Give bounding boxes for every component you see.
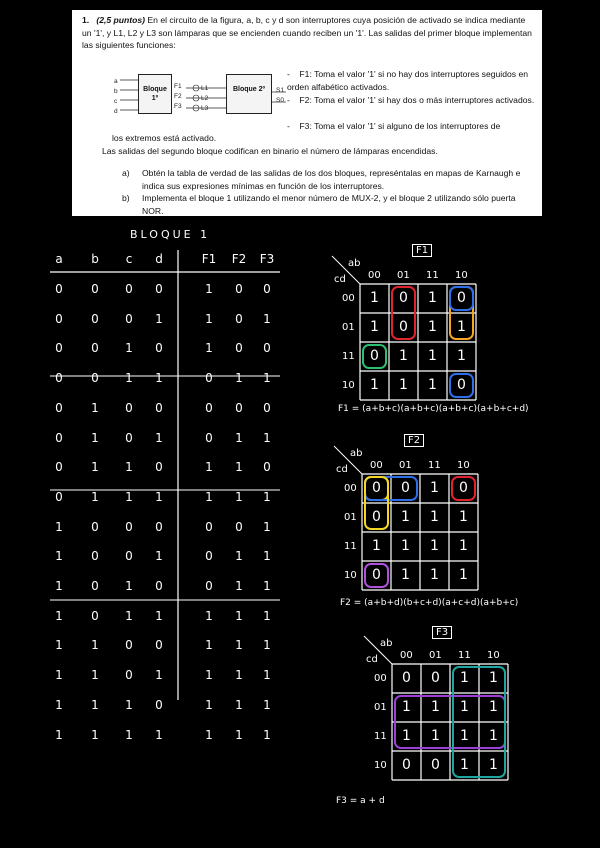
kmap-column-header: 01 — [399, 460, 412, 471]
truth-table-cell: 1 — [155, 549, 163, 564]
kmap-cell: 0 — [399, 319, 408, 335]
truth-table-cell: 1 — [55, 638, 63, 653]
kmap-cell: 1 — [431, 728, 440, 744]
truth-table-cell: 1 — [125, 608, 133, 623]
truth-table-cell: 1 — [91, 400, 99, 415]
kmap-cell: 1 — [489, 699, 498, 715]
truth-table-cell: 1 — [205, 282, 213, 296]
kmap-cell: 1 — [399, 377, 408, 393]
kmap-cell: 1 — [430, 509, 439, 525]
item-a-text: Obtén la tabla de verdad de las salidas de los dos bloques, represéntalas en mapas de Karnaugh e indica sus expresiones mínimas en función de los interruptores. — [142, 168, 521, 191]
lamp-l3: L3 — [201, 105, 209, 112]
kmap-row-header: 01 — [374, 702, 387, 713]
kmap-cell: 1 — [370, 319, 379, 335]
kmap-cell: 1 — [428, 348, 437, 364]
kmap-row-variable: cd — [366, 654, 378, 665]
kmap-cell: 1 — [489, 670, 498, 686]
truth-table-cell: 1 — [125, 579, 133, 593]
truth-table-cell: 1 — [205, 341, 213, 356]
truth-table-cell: 1 — [235, 549, 243, 564]
truth-table-cell: 1 — [263, 697, 271, 712]
truth-table-cell: 0 — [235, 519, 243, 534]
block1-output-f3: F3 — [174, 103, 182, 110]
kmap-cell: 0 — [399, 290, 408, 306]
kmap-cell: 0 — [431, 757, 440, 773]
item-b-label: b) — [122, 193, 130, 203]
truth-table-cell: 1 — [235, 697, 243, 712]
kmap-column-header: 10 — [457, 460, 470, 471]
truth-table-cell: 0 — [91, 341, 99, 356]
truth-table-cell: 1 — [155, 668, 163, 683]
kmap-column-header: 01 — [429, 650, 442, 661]
truth-table-header: a — [55, 252, 63, 266]
kmap-group-loop — [365, 477, 388, 500]
kmap-cell: 1 — [460, 757, 469, 773]
kmap-cell: 0 — [372, 480, 381, 496]
truth-table-cell: 1 — [155, 727, 163, 742]
kmap-cell: 1 — [489, 757, 498, 773]
kmap-cell: 1 — [402, 728, 411, 744]
truth-table-cell: 0 — [55, 489, 63, 504]
truth-table-cell: 0 — [155, 400, 163, 415]
truth-table-cell: 1 — [263, 371, 271, 386]
kmap-cell: 1 — [431, 699, 440, 715]
kmap-cell: 1 — [428, 290, 437, 306]
kmap-cell: 1 — [459, 538, 468, 554]
lamp-l1: L1 — [201, 85, 209, 92]
truth-table-cell: 1 — [91, 460, 99, 475]
truth-table-cell: 1 — [91, 638, 99, 653]
truth-table-header: b — [91, 252, 99, 266]
kmap-cell: 0 — [402, 757, 411, 773]
kmap-column-header: 00 — [368, 270, 381, 281]
truth-table-cell: 0 — [263, 400, 271, 415]
truth-table-cell: 0 — [55, 430, 63, 445]
truth-table-cell: 0 — [235, 341, 243, 356]
input-d: d — [114, 108, 118, 115]
truth-table-cell: 1 — [263, 489, 271, 504]
function-f1-text: F1: Toma el valor '1' si no hay dos interruptores seguidos en orden alfabético activados. — [287, 69, 529, 92]
kmap-column-header: 00 — [400, 650, 413, 661]
kmap-row-header: 11 — [374, 731, 387, 742]
truth-table-cell: 0 — [155, 341, 163, 356]
truth-table-cell: 1 — [263, 549, 271, 564]
truth-table-cell: 0 — [205, 579, 213, 593]
truth-table-cell: 0 — [205, 400, 213, 415]
kmap-cell: 0 — [372, 567, 381, 583]
truth-table-cell: 1 — [235, 638, 243, 653]
kmap-column-variable: ab — [348, 258, 361, 269]
truth-table-cell: 1 — [91, 489, 99, 504]
kmap-column-header: 11 — [458, 650, 471, 661]
kmap-expression: F2 = (a+b+d)(b+c+d)(a+c+d)(a+b+c) — [340, 598, 519, 608]
kmap-cell: 1 — [430, 480, 439, 496]
lamp-l2: L2 — [201, 95, 209, 102]
truth-table-cell: 1 — [235, 608, 243, 623]
kmap-corner-slash — [334, 446, 362, 474]
truth-table-cell: 1 — [55, 519, 63, 534]
kmap-cell: 1 — [489, 728, 498, 744]
kmap-cell: 0 — [431, 670, 440, 686]
kmap-cell: 1 — [457, 319, 466, 335]
truth-table-cell: 0 — [55, 341, 63, 356]
problem-number: 1. — [82, 15, 90, 25]
kmap-title: F2 — [404, 434, 424, 447]
truth-table-cell: 1 — [205, 697, 213, 712]
kmap-group-loop — [365, 564, 388, 587]
truth-table-cell: 0 — [91, 371, 99, 386]
block1-output-f2: F2 — [174, 93, 182, 100]
truth-table-cell: 1 — [55, 727, 63, 742]
kmap-cell: 1 — [372, 538, 381, 554]
truth-table-cell: 1 — [205, 668, 213, 683]
truth-table-cell: 0 — [91, 549, 99, 564]
function-f2: - F2: Toma el valor '1' si hay dos o más interruptores activados. — [287, 95, 535, 105]
kmap-cell: 0 — [457, 290, 466, 306]
kmap-cell: 1 — [428, 377, 437, 393]
kmap-row-header: 10 — [374, 760, 387, 771]
truth-table-cell: 1 — [263, 727, 271, 742]
truth-table-cell: 0 — [55, 460, 63, 475]
kmap-cell: 1 — [401, 567, 410, 583]
problem-intro: En el circuito de la figura, a, b, c y d son interruptores cuya posición de activado se indica mediante un '1', y L1, L2 y L3 son lámparas que se encienden cuando reciben un '1'. Las salidas del primer bloque implementan las siguientes funciones: — [82, 15, 532, 51]
truth-table-header: c — [125, 252, 133, 266]
truth-table-cell: 1 — [205, 460, 213, 475]
function-f3: - F3: Toma el valor '1' si alguno de los interruptores de — [287, 121, 501, 131]
truth-table-cell: 0 — [205, 430, 213, 445]
kmap-cell: 1 — [370, 377, 379, 393]
kmap-expression: F3 = a + d — [336, 796, 385, 806]
truth-table-cell: 1 — [125, 727, 133, 742]
kmap-cell: 1 — [430, 538, 439, 554]
truth-table-cell: 0 — [91, 311, 99, 326]
truth-table-cell: 0 — [55, 282, 63, 296]
truth-table-cell: 1 — [91, 727, 99, 742]
block-1: Bloque 1º — [138, 74, 172, 114]
kmap-column-header: 10 — [455, 270, 468, 281]
item-b-text: Implementa el bloque 1 utilizando el menor número de MUX-2, y el bloque 2 utilizando sólo puerta NOR. — [142, 193, 516, 216]
kmap-row-header: 11 — [344, 541, 357, 552]
truth-table-cell: 1 — [205, 311, 213, 326]
truth-table-cell: 1 — [235, 460, 243, 475]
truth-table-cell: 0 — [125, 311, 133, 326]
kmap-group-loop — [452, 477, 475, 500]
truth-table-title: BLOQUE 1 — [130, 228, 211, 241]
truth-table-cell: 1 — [263, 608, 271, 623]
kmap-title: F1 — [412, 244, 432, 257]
truth-table-cell: 1 — [55, 697, 63, 712]
truth-table-cell: 0 — [235, 400, 243, 415]
truth-table-cell: 1 — [155, 371, 163, 386]
function-f3-text: F3: Toma el valor '1' si alguno de los interruptores de — [299, 121, 501, 131]
kmap-column-header: 11 — [428, 460, 441, 471]
function-f1: - F1: Toma el valor '1' si no hay dos interruptores seguidos en orden alfabético activados. — [287, 69, 529, 92]
truth-table-header: F1 — [201, 252, 217, 266]
kmap-cell: 1 — [457, 348, 466, 364]
truth-table-cell: 0 — [155, 282, 163, 296]
kmap-cell: 0 — [402, 670, 411, 686]
kmap-cell: 1 — [459, 509, 468, 525]
truth-table-cell: 1 — [155, 608, 163, 623]
kmap-row-header: 10 — [342, 380, 355, 391]
truth-table-cell: 1 — [91, 668, 99, 683]
kmap-title: F3 — [432, 626, 452, 639]
truth-table-cell: 1 — [55, 579, 63, 593]
block1-output-f1: F1 — [174, 83, 182, 90]
kmap-cell: 0 — [459, 480, 468, 496]
kmap-cell: 1 — [460, 728, 469, 744]
kmap-group-loop — [450, 374, 473, 397]
item-a-label: a) — [122, 168, 130, 178]
truth-table-cell: 1 — [155, 430, 163, 445]
truth-table-cell: 0 — [91, 608, 99, 623]
truth-table-cell: 0 — [155, 519, 163, 534]
truth-table-cell: 0 — [125, 638, 133, 653]
kmap-cell: 1 — [370, 290, 379, 306]
truth-table-cell: 1 — [125, 460, 133, 475]
kmap-group-loop — [450, 287, 473, 310]
truth-table-cell: 1 — [125, 341, 133, 356]
truth-table-cell: 0 — [263, 341, 271, 356]
truth-table-cell: 0 — [205, 549, 213, 564]
kmap-row-variable: cd — [334, 274, 346, 285]
kmap-column-variable: ab — [380, 638, 393, 649]
function-f3-cont: los extremos está activado. — [112, 133, 217, 143]
kmap-corner-slash — [364, 636, 392, 664]
truth-table-cell: 1 — [125, 371, 133, 386]
truth-table-cell: 1 — [235, 668, 243, 683]
kmap-row-header: 00 — [342, 293, 355, 304]
kmap-column-header: 10 — [487, 650, 500, 661]
truth-table-cell: 1 — [91, 430, 99, 445]
truth-table-cell: 0 — [155, 697, 163, 712]
kmap-row-header: 11 — [342, 351, 355, 362]
truth-table-cell: 1 — [205, 638, 213, 653]
problem-points: (2,5 puntos) — [96, 15, 146, 25]
truth-table-cell: 0 — [155, 579, 163, 593]
truth-table-cell: 0 — [125, 519, 133, 534]
truth-table-cell: 0 — [91, 519, 99, 534]
kmap-cell: 1 — [402, 699, 411, 715]
kmap-cell: 1 — [399, 348, 408, 364]
block-2: Bloque 2º — [226, 74, 272, 114]
truth-table-cell: 1 — [235, 489, 243, 504]
kmap-row-variable: cd — [336, 464, 348, 475]
truth-table-header: d — [155, 252, 163, 266]
truth-table-cell: 1 — [263, 311, 271, 326]
truth-table-cell: 1 — [155, 311, 163, 326]
kmap-column-variable: ab — [350, 448, 363, 459]
truth-table-cell: 0 — [125, 400, 133, 415]
truth-table-cell: 1 — [91, 697, 99, 712]
truth-table-cell: 0 — [125, 430, 133, 445]
truth-table-cell: 0 — [205, 519, 213, 534]
kmap-row-header: 00 — [374, 673, 387, 684]
truth-table-cell: 1 — [205, 489, 213, 504]
truth-table-cell: 1 — [205, 608, 213, 623]
kmap-corner-slash — [332, 256, 360, 284]
kmap-expression: F1 = (a+b+c)(a+b+c)(a+b+c)(a+b+c+d) — [338, 404, 529, 414]
kmap-column-header: 01 — [397, 270, 410, 281]
kmap-row-header: 01 — [344, 512, 357, 523]
kmap-row-header: 00 — [344, 483, 357, 494]
kmap-row-header: 01 — [342, 322, 355, 333]
kmap-group-loop — [363, 345, 386, 368]
truth-table-cell: 0 — [205, 371, 213, 386]
kmap-cell: 1 — [460, 670, 469, 686]
input-b: b — [114, 88, 118, 95]
truth-table-cell: 1 — [263, 579, 271, 593]
truth-table-cell: 0 — [155, 638, 163, 653]
truth-table-header: F2 — [231, 252, 247, 266]
input-c: c — [114, 98, 118, 105]
truth-table-cell: 0 — [263, 460, 271, 475]
block2-output-s0: S0 — [276, 97, 284, 104]
truth-table-cell: 0 — [125, 668, 133, 683]
truth-table-header: F3 — [259, 252, 275, 266]
kmap-cell: 1 — [430, 567, 439, 583]
truth-table-cell: 0 — [125, 549, 133, 564]
truth-table-cell: 1 — [263, 430, 271, 445]
truth-table-cell: 1 — [263, 638, 271, 653]
truth-table-cell: 1 — [125, 489, 133, 504]
truth-table-cell: 1 — [125, 697, 133, 712]
kmap-cell: 1 — [460, 699, 469, 715]
truth-table-cell: 0 — [235, 282, 243, 296]
function-f2-text: F2: Toma el valor '1' si hay dos o más interruptores activados. — [299, 95, 535, 105]
truth-table-cell: 0 — [235, 311, 243, 326]
truth-table-cell: 1 — [55, 549, 63, 564]
truth-table-cell: 1 — [235, 579, 243, 593]
kmap-cell: 1 — [401, 538, 410, 554]
kmap-cell: 1 — [401, 509, 410, 525]
kmap-cell: 0 — [457, 377, 466, 393]
kmap-cell: 1 — [428, 319, 437, 335]
kmap-cell: 0 — [370, 348, 379, 364]
truth-table-cell: 1 — [235, 430, 243, 445]
truth-table-cell: 0 — [263, 282, 271, 296]
truth-table-cell: 0 — [55, 400, 63, 415]
truth-table-cell: 1 — [155, 489, 163, 504]
truth-table-cell: 0 — [91, 282, 99, 296]
truth-table-cell: 1 — [263, 519, 271, 534]
input-a: a — [114, 78, 118, 85]
kmap-column-header: 11 — [426, 270, 439, 281]
truth-table-cell: 1 — [235, 727, 243, 742]
kmap-column-header: 00 — [370, 460, 383, 471]
truth-table-cell: 1 — [235, 371, 243, 386]
truth-table-cell: 0 — [55, 371, 63, 386]
truth-table-cell: 1 — [205, 727, 213, 742]
kmap-cell: 0 — [372, 509, 381, 525]
truth-table-cell: 0 — [91, 579, 99, 593]
truth-table-cell: 0 — [125, 282, 133, 296]
truth-table-cell: 0 — [55, 311, 63, 326]
kmap-row-header: 10 — [344, 570, 357, 581]
truth-table-cell: 1 — [55, 608, 63, 623]
kmap-cell: 1 — [459, 567, 468, 583]
truth-table-cell: 0 — [155, 460, 163, 475]
kmap-cell: 0 — [401, 480, 410, 496]
second-block-description: Las salidas del segundo bloque codifican en binario el número de lámparas encendidas. — [102, 146, 438, 156]
truth-table-cell: 1 — [55, 668, 63, 683]
truth-table-cell: 1 — [263, 668, 271, 683]
block2-output-s1: S1 — [276, 87, 284, 94]
